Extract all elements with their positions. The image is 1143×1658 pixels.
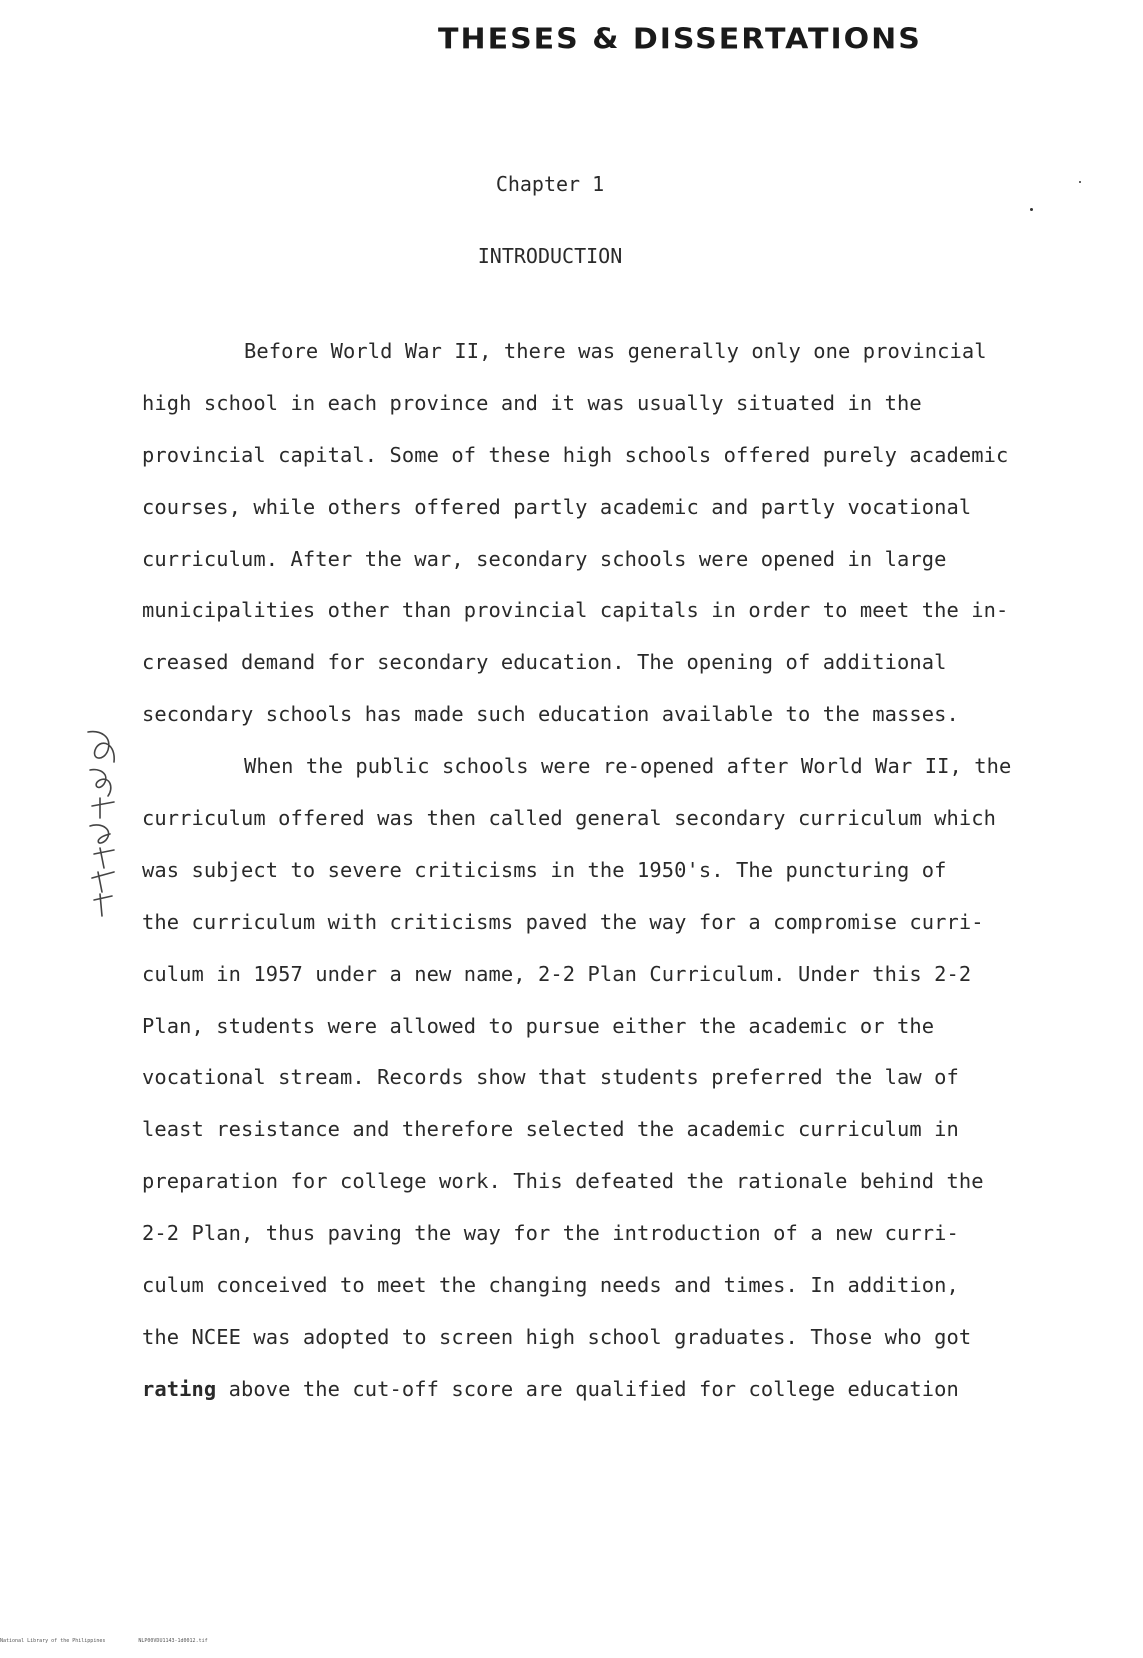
text-line: Plan, students were allowed to pursue either the academic or the xyxy=(142,1013,935,1038)
text-line: provincial capital. Some of these high schools offered purely academic xyxy=(142,442,1009,467)
text-line: vocational stream. Records show that students preferred the law of xyxy=(142,1065,959,1090)
bold-word: rating xyxy=(142,1376,217,1401)
header-stamp: THESES & DISSERTATIONS xyxy=(438,22,922,57)
text-line: 2-2 Plan, thus paving the way for the introduction of a new curri- xyxy=(142,1221,959,1246)
text-line-rest: above the cut-off score are qualified for college education xyxy=(228,1376,959,1401)
text-line: curriculum offered was then called general secondary curriculum which xyxy=(142,806,996,831)
text-line: curriculum. After the war, secondary schools were opened in large xyxy=(142,546,947,571)
text-line: secondary schools has made such education available to the masses. xyxy=(142,702,959,727)
handwritten-margin-note xyxy=(70,722,130,922)
text-line xyxy=(142,1364,1062,1416)
chapter-label: Chapter 1 xyxy=(495,172,605,196)
text-line: creased demand for secondary education. The opening of additional xyxy=(142,650,947,675)
text-line: was subject to severe criticisms in the 1950's. The puncturing of xyxy=(142,857,947,882)
scan-speck xyxy=(1030,208,1033,211)
text-line: municipalities other than provincial capitals in order to meet the in- xyxy=(142,598,1009,623)
text-line: courses, while others offered partly academic and partly vocational xyxy=(142,494,972,519)
text-line: culum conceived to meet the changing needs and times. In addition, xyxy=(142,1273,959,1298)
text-line: Before World War II, there was generally only one provincial xyxy=(244,339,987,363)
footer-strip xyxy=(0,1638,1143,1650)
text-line: culum in 1957 under a new name, 2-2 Plan Curriculum. Under this 2-2 xyxy=(142,961,972,986)
text-line: the curriculum with criticisms paved the way for a compromise curri- xyxy=(142,909,984,934)
footer-file-id: NLP00VDU1143-1d0012.tif xyxy=(138,1638,208,1644)
scan-speck xyxy=(1079,181,1081,183)
text-line: preparation for college work. This defeated the rationale behind the xyxy=(142,1169,984,1194)
body-text xyxy=(142,326,1062,1416)
text-line: high school in each province and it was usually situated in the xyxy=(142,390,922,415)
footer-library: National Library of the Philippines xyxy=(0,1638,106,1644)
text-line: the NCEE was adopted to screen high school graduates. Those who got xyxy=(142,1324,972,1349)
text-line: least resistance and therefore selected the academic curriculum in xyxy=(142,1117,959,1142)
text-line: When the public schools were re-opened after World War II, the xyxy=(244,754,1012,779)
section-title: INTRODUCTION xyxy=(477,244,623,268)
